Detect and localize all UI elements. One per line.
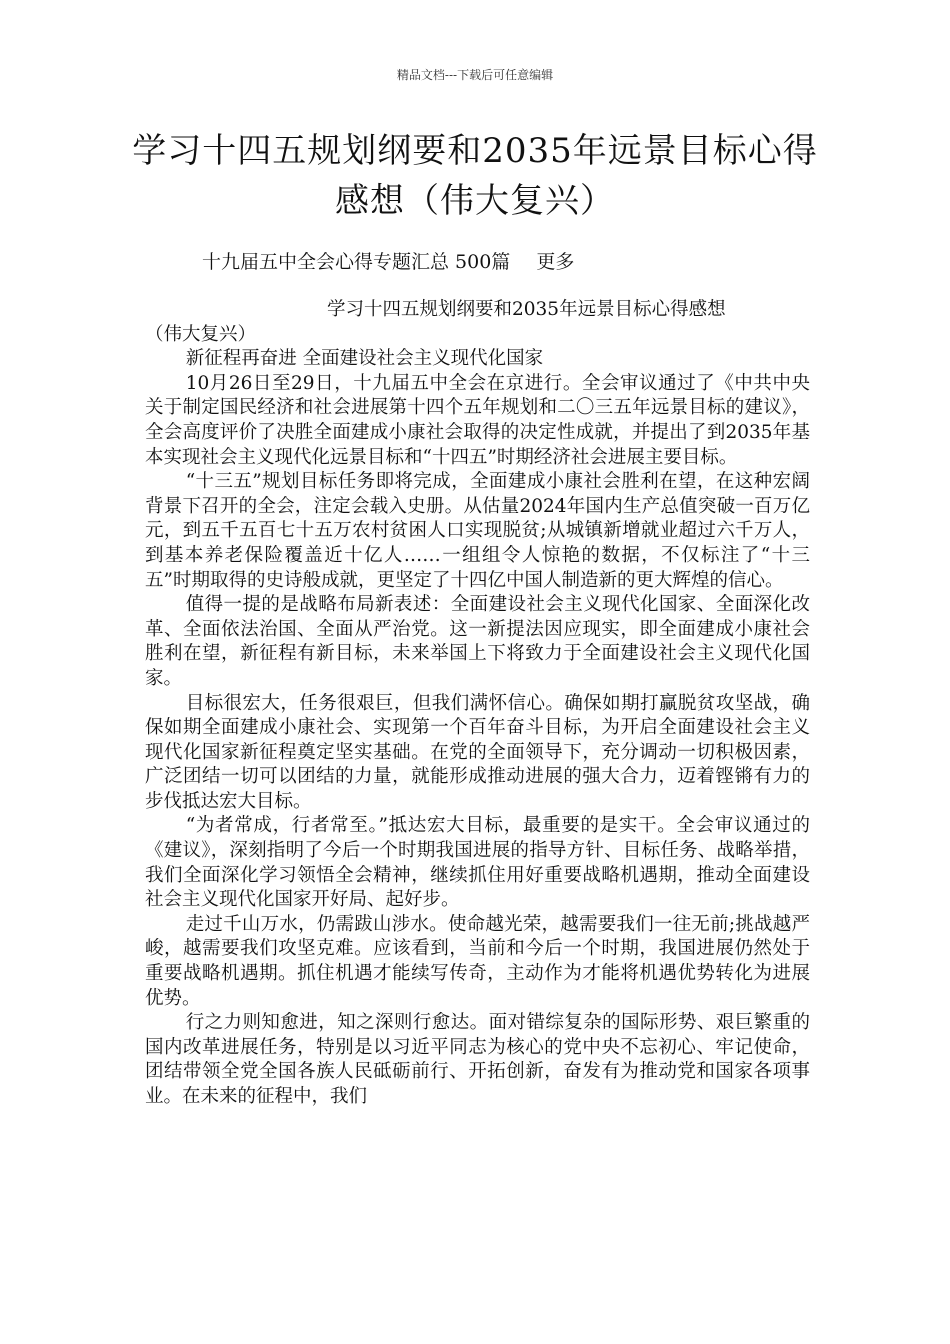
article-heading	[145, 298, 810, 347]
article-body	[145, 298, 810, 1110]
paragraph: 行之力则知愈进，知之深则行愈达。面对错综复杂的国际形势、艰巨繁重的国内改革进展任务，特别是以习近平同志为核心的党中央不忘初心、牢记使命，团结带领全党全国各族人民砥砺前行、开拓创新，奋发有为推动党和国家各项事业。在未来的征程中，我们	[145, 1012, 810, 1107]
paragraph: 目标很宏大，任务很艰巨，但我们满怀信心。确保如期打赢脱贫攻坚战，确保如期全面建成小康社会、实现第一个百年奋斗目标，为开启全面建设社会主义现代化国家新征程奠定坚实基础。在党的全面领导下，充分调动一切积极因素，广泛团结一切可以团结的力量，就能形成推动进展的强大合力，迈着铿锵有力的步伐抵达宏大目标。	[145, 692, 810, 812]
paragraph: 走过千山万水，仍需跋山涉水。使命越光荣，越需要我们一往无前;挑战越严峻，越需要我们攻坚克难。应该看到，当前和今后一个时期，我国进展仍然处于重要战略机遇期。抓住机遇才能续写传奇，主动作为才能将机遇优势转化为进展优势。	[145, 913, 810, 1009]
article-heading-main: 学习十四五规划纲要和2035年远景目标心得感想	[327, 299, 726, 320]
header-note: 精品文档---下载后可任意编辑	[396, 68, 554, 82]
topic-collection-line	[202, 248, 574, 276]
paragraph: 值得一提的是战略布局新表述：全面建设社会主义现代化国家、全面深化改革、全面依法治国、全面从严治党。这一新提法因应现实，即全面建成小康社会胜利在望，新征程有新目标，未来举国上下将致力于全面建设社会主义现代化国家。	[145, 594, 810, 689]
article-heading-paren: （伟大复兴）	[145, 323, 257, 345]
topic-collection-text: 十九届五中全会心得专题汇总 500篇	[202, 251, 511, 273]
document-title: 学习十四五规划纲要和2035年远景目标心得感想（伟大复兴）	[132, 131, 818, 221]
paragraph: “十三五”规划目标任务即将完成，全面建成小康社会胜利在望，在这种宏阔背景下召开的全会，注定会载入史册。从估量2024年国内生产总值突破一百万亿元，到五千五百七十五万农村贫困人口实现脱贫;从城镇新增就业超过六千万人，到基本养老保险覆盖近十亿人……一组组令人惊艳的数据，不仅标注了“十三五”时期取得的史诗般成就，更坚定了十四亿中国人制造新的更大辉煌的信心。	[145, 471, 810, 591]
paragraph: 10月26日至29日，十九届五中全会在京进行。全会审议通过了《中共中央关于制定国民经济和社会进展第十四个五年规划和二〇三五年远景目标的建议》，全会高度评价了决胜全面建成小康社会取得的决定性成就，并提出了到2035年基本实现社会主义现代化远景目标和“十四五”时期经济社会进展主要目标。	[145, 372, 810, 468]
paragraph: 新征程再奋进 全面建设社会主义现代化国家	[185, 348, 544, 370]
paragraph: “为者常成，行者常至。”抵达宏大目标，最重要的是实干。全会审议通过的《建议》，深刻指明了今后一个时期我国进展的指导方针、目标任务、战略举措，我们全面深化学习领悟全会精神，继续抓住用好重要战略机遇期，推动全面建设社会主义现代化国家开好局、起好步。	[145, 815, 810, 911]
more-link[interactable]: 更多	[536, 251, 575, 273]
